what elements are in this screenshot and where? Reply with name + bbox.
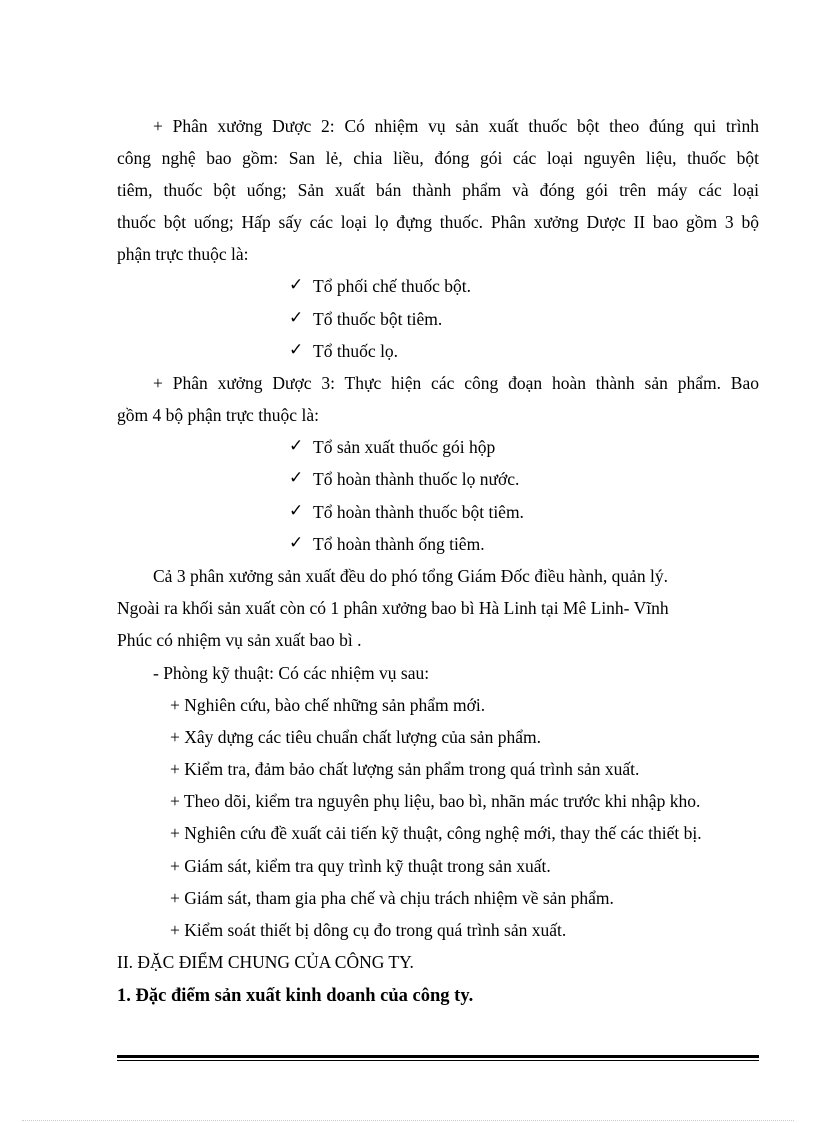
task-item: + Theo dõi, kiểm tra nguyên phụ liệu, bao bì, nhãn mác trước khi nhập kho. <box>170 791 701 811</box>
task-item: + Giám sát, tham gia pha chế và chịu trách nhiệm về sản phẩm. <box>170 888 614 908</box>
footer-rule <box>117 1055 759 1058</box>
list-item: Tổ hoàn thành thuốc bột tiêm. <box>313 502 524 522</box>
checkmark-icon: ✓ <box>289 533 304 552</box>
checkmark-icon: ✓ <box>289 436 304 455</box>
task-item: + Kiểm tra, đảm bảo chất lượng sản phẩm trong quá trình sản xuất. <box>170 759 640 779</box>
task-item: + Xây dựng các tiêu chuẩn chất lượng của sản phẩm. <box>170 727 541 747</box>
paragraph-line: thuốc bột uống; Hấp sấy các loại lọ đựng thuốc. Phân xưởng Dược II bao gồm 3 bộ <box>117 212 759 232</box>
task-item: + Giám sát, kiểm tra quy trình kỹ thuật trong sản xuất. <box>170 856 551 876</box>
paragraph-line: công nghệ bao gồm: San lẻ, chia liều, đóng gói các loại nguyên liệu, thuốc bột <box>117 148 759 168</box>
task-item: + Nghiên cứu, bào chế những sản phẩm mới. <box>170 695 486 715</box>
paragraph-line: Phúc có nhiệm vụ sản xuất bao bì . <box>117 630 362 650</box>
checkmark-icon: ✓ <box>289 275 304 294</box>
list-item: Tổ thuốc bột tiêm. <box>313 309 443 329</box>
paragraph-line: gồm 4 bộ phận trực thuộc là: <box>117 405 319 425</box>
paragraph-line: Cả 3 phân xưởng sản xuất đều do phó tổng Giám Đốc điều hành, quản lý. <box>153 566 668 586</box>
checkmark-icon: ✓ <box>289 340 304 359</box>
list-item: Tổ thuốc lọ. <box>313 341 399 361</box>
task-item: + Kiểm soát thiết bị dông cụ đo trong quá trình sản xuất. <box>170 920 567 940</box>
paragraph-line: Ngoài ra khối sản xuất còn có 1 phân xưởng bao bì Hà Linh tại Mê Linh- Vĩnh <box>117 598 669 618</box>
list-item: Tổ phối chế thuốc bột. <box>313 276 471 296</box>
list-item: Tổ hoàn thành thuốc lọ nước. <box>313 469 520 489</box>
footer-rule-thin <box>117 1060 759 1061</box>
subsection-heading: 1. Đặc điểm sản xuất kinh doanh của công ty. <box>117 986 474 1006</box>
paragraph-line: + Phân xưởng Dược 2: Có nhiệm vụ sản xuất thuốc bột theo đúng qui trình <box>153 116 759 136</box>
section-heading: II. ĐẶC ĐIỂM CHUNG CỦA CÔNG TY. <box>117 952 414 972</box>
checkmark-icon: ✓ <box>289 501 304 520</box>
paragraph-line: phận trực thuộc là: <box>117 244 249 264</box>
checkmark-icon: ✓ <box>289 468 304 487</box>
dept-heading: - Phòng kỹ thuật: Có các nhiệm vụ sau: <box>153 663 430 683</box>
paragraph-line: tiêm, thuốc bột uống; Sản xuất bán thành phẩm và đóng gói trên máy các loại <box>117 180 759 200</box>
paragraph-line: + Phân xưởng Dược 3: Thực hiện các công đoạn hoàn thành sản phẩm. Bao <box>153 373 759 393</box>
page-border <box>22 1120 794 1121</box>
list-item: Tổ sản xuất thuốc gói hộp <box>313 437 496 457</box>
list-item: Tổ hoàn thành ống tiêm. <box>313 534 485 554</box>
checkmark-icon: ✓ <box>289 308 304 327</box>
task-item: + Nghiên cứu đề xuất cải tiến kỹ thuật, công nghệ mới, thay thế các thiết bị. <box>170 823 702 843</box>
